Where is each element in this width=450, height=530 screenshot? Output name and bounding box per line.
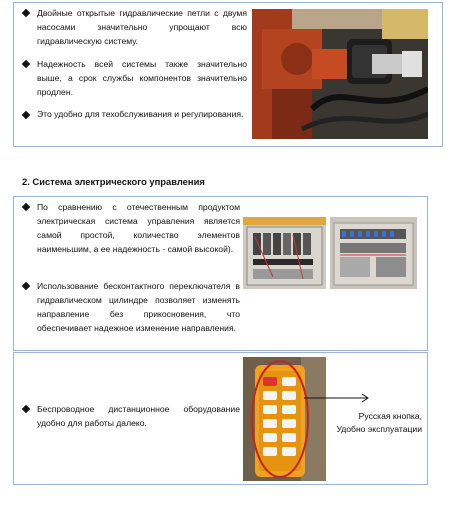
hydraulics-bullet-1: Двойные открытые гидравлические петли с двумя насосами значительно упрощают всю гидравлическую систему. bbox=[37, 8, 247, 46]
remote-caption-line-1: Русская кнопка, bbox=[358, 411, 422, 421]
hydraulics-bullet-2: Надежность всей системы также значительно выше, а срок службы компонентов значительно продлен. bbox=[37, 59, 247, 97]
electrical-control-panel bbox=[13, 196, 428, 351]
bullet-diamond-icon bbox=[22, 60, 30, 68]
bullet-diamond-icon bbox=[22, 282, 30, 290]
electrical-bullet-1: По сравнению с отечественным продуктом электрическая система управления является самой простой, количество элементов наименьшим, а ее надежность - самой высокой). bbox=[37, 202, 240, 254]
control-cabinet-photo-left bbox=[243, 217, 326, 289]
remote-control-photo bbox=[243, 357, 326, 481]
hydraulics-bullet-3: Это удобно для техобслуживания и регулирования. bbox=[37, 109, 244, 119]
control-cabinet-photo-right bbox=[330, 217, 417, 289]
remote-bullet-1: Беспроводное дистанционное оборудование удобно для работы далеко. bbox=[37, 404, 240, 428]
hydraulic-pump-photo bbox=[252, 9, 428, 139]
bullet-diamond-icon bbox=[22, 203, 30, 211]
remote-control-panel bbox=[13, 352, 428, 485]
section-heading: 2. Система электрического управления bbox=[22, 176, 205, 187]
callout-arrow-icon bbox=[304, 392, 374, 404]
hydraulics-panel bbox=[13, 2, 443, 147]
bullet-diamond-icon bbox=[22, 111, 30, 119]
bullet-diamond-icon bbox=[22, 9, 30, 17]
remote-caption-line-2: Удобно эксплуатации bbox=[336, 424, 422, 434]
bullet-diamond-icon bbox=[22, 405, 30, 413]
electrical-bullet-2: Использование бесконтактного переключателя в гидравлическом цилиндре позволяет изменять направление без прикосновения, что обеспечивает надежное изменение направления. bbox=[37, 281, 240, 333]
